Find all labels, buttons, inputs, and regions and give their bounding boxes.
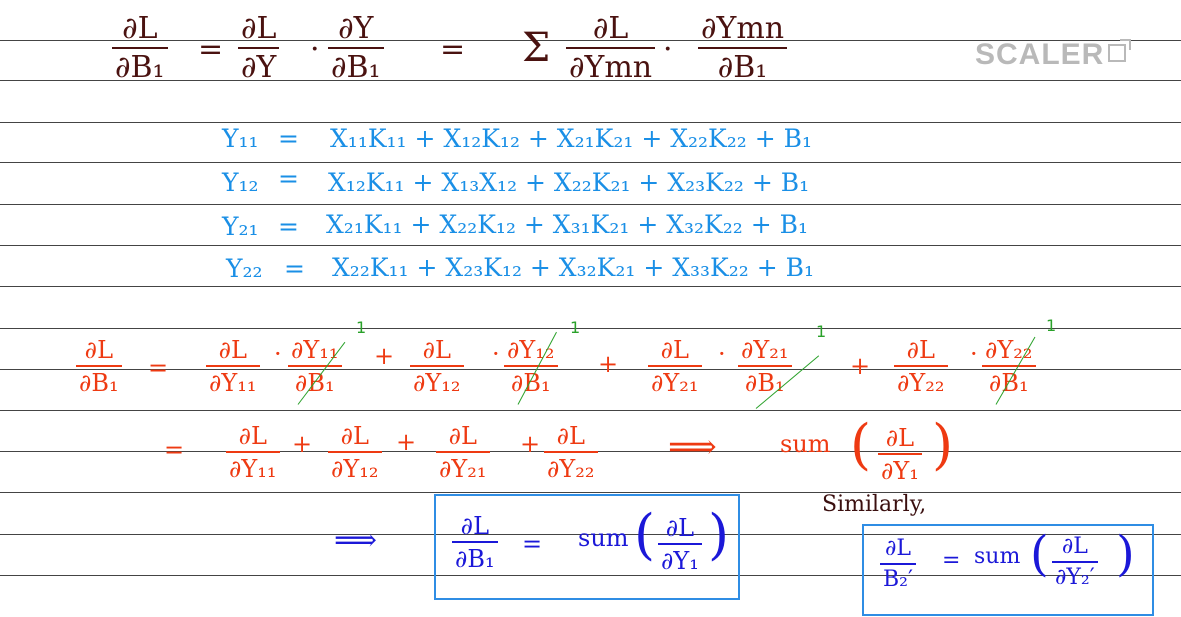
fraction-numerator: ∂L xyxy=(885,424,915,452)
equation-lhs: Y₁₂ xyxy=(222,168,259,197)
fraction-numerator: ∂L xyxy=(122,11,158,46)
dot-operator: · xyxy=(492,340,500,368)
equals-sign: = xyxy=(284,254,305,283)
equals-sign: = xyxy=(198,32,224,67)
dot-operator: · xyxy=(970,340,978,368)
similarly-sum-fraction xyxy=(1052,536,1098,589)
fraction-numerator: ∂L xyxy=(460,512,490,540)
fraction-numerator: ∂L xyxy=(422,336,451,364)
fraction-bar xyxy=(1052,561,1098,563)
fraction-numerator: ∂L xyxy=(238,422,267,450)
fraction-numerator: ∂Y₁₂ xyxy=(507,336,555,364)
fraction-denominator: ∂Y₁ xyxy=(881,457,919,485)
sum-label: sum xyxy=(780,430,831,458)
fraction-denominator: ∂Y₁₂ xyxy=(331,455,379,483)
fraction-denominator: ∂Ymn xyxy=(569,50,653,85)
equation-lhs: Y₁₁ xyxy=(222,124,259,153)
fraction-numerator: ∂L xyxy=(556,422,585,450)
fraction-numerator: ∂Y₂₂ xyxy=(985,336,1033,364)
equals-sign: = xyxy=(942,548,961,573)
fraction-numerator: ∂Y₁₁ xyxy=(291,336,339,364)
fraction-denominator: B₂′ xyxy=(883,567,913,592)
open-paren: ( xyxy=(850,413,872,476)
dot-operator: · xyxy=(718,340,726,368)
fraction-numerator: ∂L xyxy=(241,11,277,46)
cancel-result-one: 1 xyxy=(356,318,367,337)
fraction-denominator: ∂Y₁₂ xyxy=(413,369,461,397)
equation-rhs: X₂₂K₁₁ + X₂₃K₁₂ + X₃₂K₂₁ + X₃₃K₂₂ + B₁ xyxy=(332,253,815,282)
similarly-lhs-fraction xyxy=(880,538,916,591)
fraction-denominator: ∂Y₂₁ xyxy=(439,455,487,483)
logo-text: SCALER xyxy=(975,38,1105,71)
plus-sign: + xyxy=(292,430,313,458)
fraction-numerator: ∂L xyxy=(884,536,911,561)
sum-label: sum xyxy=(578,524,629,552)
fraction-numerator: ∂L xyxy=(1061,534,1088,559)
open-paren: ( xyxy=(1030,526,1049,582)
similarly-label: Similarly, xyxy=(822,492,927,517)
sigma-symbol: Σ xyxy=(522,25,551,71)
fraction-denominator: ∂Y₂₂ xyxy=(897,369,945,397)
fraction-numerator: ∂Y₂₁ xyxy=(741,336,789,364)
fraction-denominator: ∂Y₁₁ xyxy=(209,369,257,397)
fraction-bar xyxy=(880,563,916,565)
cancel-result-one: 1 xyxy=(1046,316,1057,335)
fraction-numerator: ∂L xyxy=(218,336,247,364)
equation-rhs: X₂₁K₁₁ + X₂₂K₁₂ + X₃₁K₂₁ + X₃₂K₂₂ + B₁ xyxy=(326,210,809,239)
fraction-denominator: ∂B₁ xyxy=(115,50,165,85)
equals-sign: = xyxy=(278,164,299,193)
cancel-result-one: 1 xyxy=(816,322,827,341)
fraction-denominator: ∂Y₂′ xyxy=(1055,565,1095,590)
implies-arrow: ⟹ xyxy=(334,523,378,558)
fraction-denominator: ∂Y₁₁ xyxy=(229,455,277,483)
fraction-numerator: ∂L xyxy=(660,336,689,364)
equals-sign: = xyxy=(278,212,299,241)
open-paren: ( xyxy=(634,503,656,566)
fraction-denominator: ∂Y₁ xyxy=(661,547,699,575)
fraction-numerator: ∂Y xyxy=(338,11,374,46)
fraction-denominator: ∂B₁ xyxy=(294,369,335,397)
fraction-numerator: ∂L xyxy=(906,336,935,364)
fraction-denominator: ∂B₁ xyxy=(988,369,1029,397)
fraction-denominator: ∂B₁ xyxy=(79,369,119,397)
fraction-numerator: ∂L xyxy=(592,11,629,46)
fraction-numerator: ∂L xyxy=(84,336,114,364)
equation-lhs: Y₂₁ xyxy=(222,212,259,241)
equation-rhs: X₁₂K₁₁ + X₁₃X₁₂ + X₂₂K₂₁ + X₂₃K₂₂ + B₁ xyxy=(328,168,810,197)
equals-sign: = xyxy=(522,530,543,558)
fraction-denominator: ∂Y₂₂ xyxy=(547,455,595,483)
dot-operator: · xyxy=(274,340,282,368)
equation-lhs: Y₂₂ xyxy=(226,254,263,283)
plus-sign: + xyxy=(520,430,541,458)
fraction-numerator: ∂Ymn xyxy=(701,11,785,46)
fraction-denominator: ∂Y₂₁ xyxy=(651,369,699,397)
plus-sign: + xyxy=(374,342,395,370)
equals-sign: = xyxy=(440,32,466,67)
dot-operator: · xyxy=(310,32,320,67)
close-paren: ) xyxy=(932,413,954,476)
plus-sign: + xyxy=(850,352,871,380)
fraction-numerator: ∂L xyxy=(665,514,695,542)
fraction-denominator: ∂B₁ xyxy=(331,50,381,85)
plus-sign: + xyxy=(396,428,417,456)
equals-sign: = xyxy=(148,354,169,382)
dot-operator: · xyxy=(663,32,673,67)
implies-arrow: ⟹ xyxy=(668,427,717,467)
plus-sign: + xyxy=(598,350,619,378)
fraction-denominator: ∂B₁ xyxy=(717,50,768,85)
sum-label: sum xyxy=(974,544,1021,569)
fraction-denominator: ∂B₁ xyxy=(455,545,495,573)
cancel-result-one: 1 xyxy=(570,318,581,337)
fraction-numerator: ∂L xyxy=(340,422,369,450)
fraction-denominator: ∂B₁ xyxy=(744,369,785,397)
fraction-numerator: ∂L xyxy=(448,422,477,450)
equation-rhs: X₁₁K₁₁ + X₁₂K₁₂ + X₂₁K₂₁ + X₂₂K₂₂ + B₁ xyxy=(330,124,813,153)
equals-sign: = xyxy=(164,436,185,464)
close-paren: ) xyxy=(1116,526,1135,582)
equals-sign: = xyxy=(278,124,299,153)
fraction-denominator: ∂Y xyxy=(241,50,277,85)
close-paren: ) xyxy=(708,503,730,566)
fraction-denominator: ∂B₁ xyxy=(510,369,551,397)
